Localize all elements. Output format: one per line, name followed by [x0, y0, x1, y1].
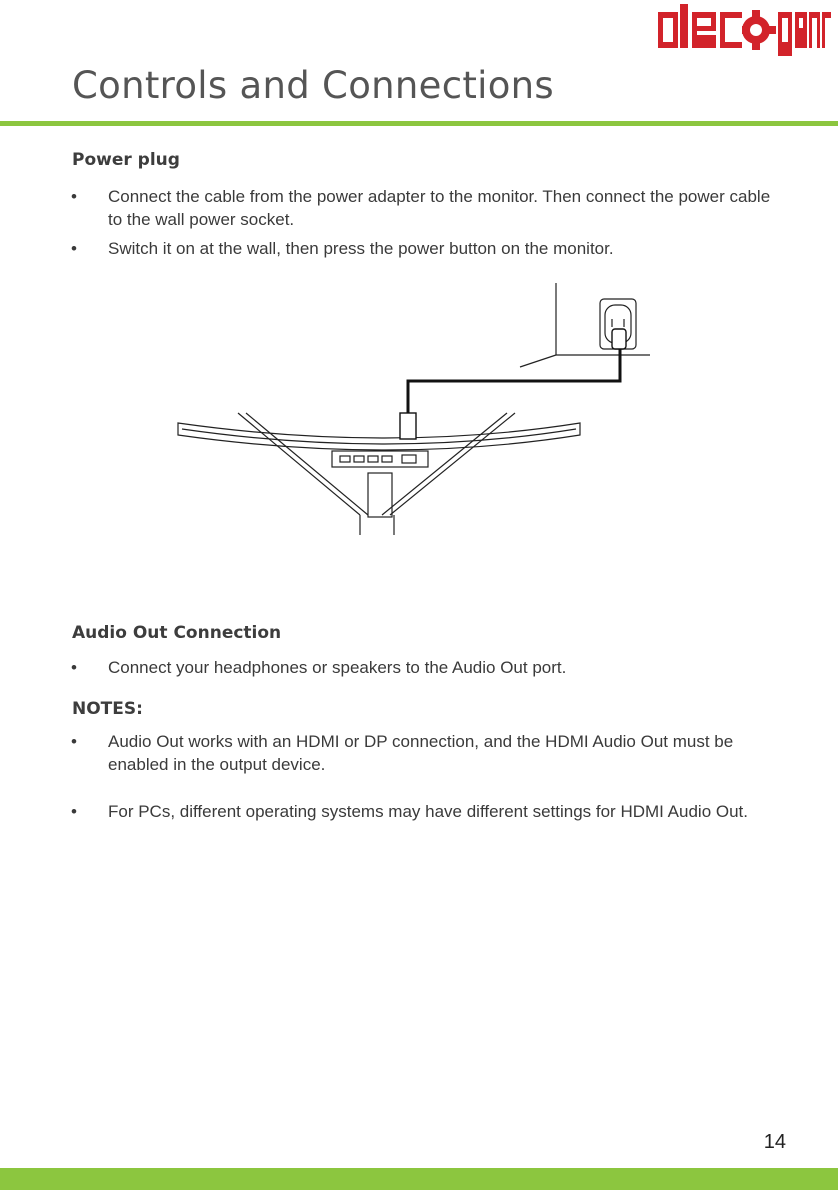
power-plug-list [0, 185, 838, 266]
power-plug-icon [400, 413, 416, 439]
power-plug-heading: Power plug [72, 150, 180, 170]
io-panel [332, 451, 428, 467]
stand-arm [238, 413, 360, 515]
wall-floor-line [520, 355, 556, 367]
notes-list [0, 730, 838, 829]
list-item: • Switch it on at the wall, then press the power button on the monitor. [71, 239, 614, 258]
title-divider [0, 121, 838, 126]
deco-gear-logo [656, 4, 834, 56]
list-item-text: Connect the cable from the power adapter to the monitor. Then connect the power cable to the wall power socket. [108, 187, 771, 229]
power-cable [408, 349, 620, 415]
list-item: • For PCs, different operating systems may have different settings for HDMI Audio Out. [71, 802, 748, 821]
list-item: • Connect your headphones or speakers to the Audio Out port. [71, 658, 567, 677]
list-item-text: Switch it on at the wall, then press the power button on the monitor. [108, 239, 614, 258]
list-item: • Audio Out works with an HDMI or DP connection, and the HDMI Audio Out must be enabled in the output device. [71, 732, 734, 774]
list-item-text: For PCs, different operating systems may have different settings for HDMI Audio Out. [108, 802, 748, 821]
page-number: 14 [763, 1131, 786, 1153]
list-item: • Connect the cable from the power adapter to the monitor. Then connect the power cable to the wall power socket. [71, 187, 771, 229]
power-connection-diagram [150, 283, 670, 543]
page-title: Controls and Connections [72, 64, 554, 107]
notes-heading: NOTES: [72, 699, 143, 719]
list-item-text: Connect your headphones or speakers to the Audio Out port. [108, 658, 567, 677]
audio-out-list [0, 656, 838, 685]
audio-out-heading: Audio Out Connection [72, 623, 282, 643]
footer-band [0, 1168, 838, 1190]
list-item-text: Audio Out works with an HDMI or DP connection, and the HDMI Audio Out must be enabled in the output device. [108, 732, 734, 774]
